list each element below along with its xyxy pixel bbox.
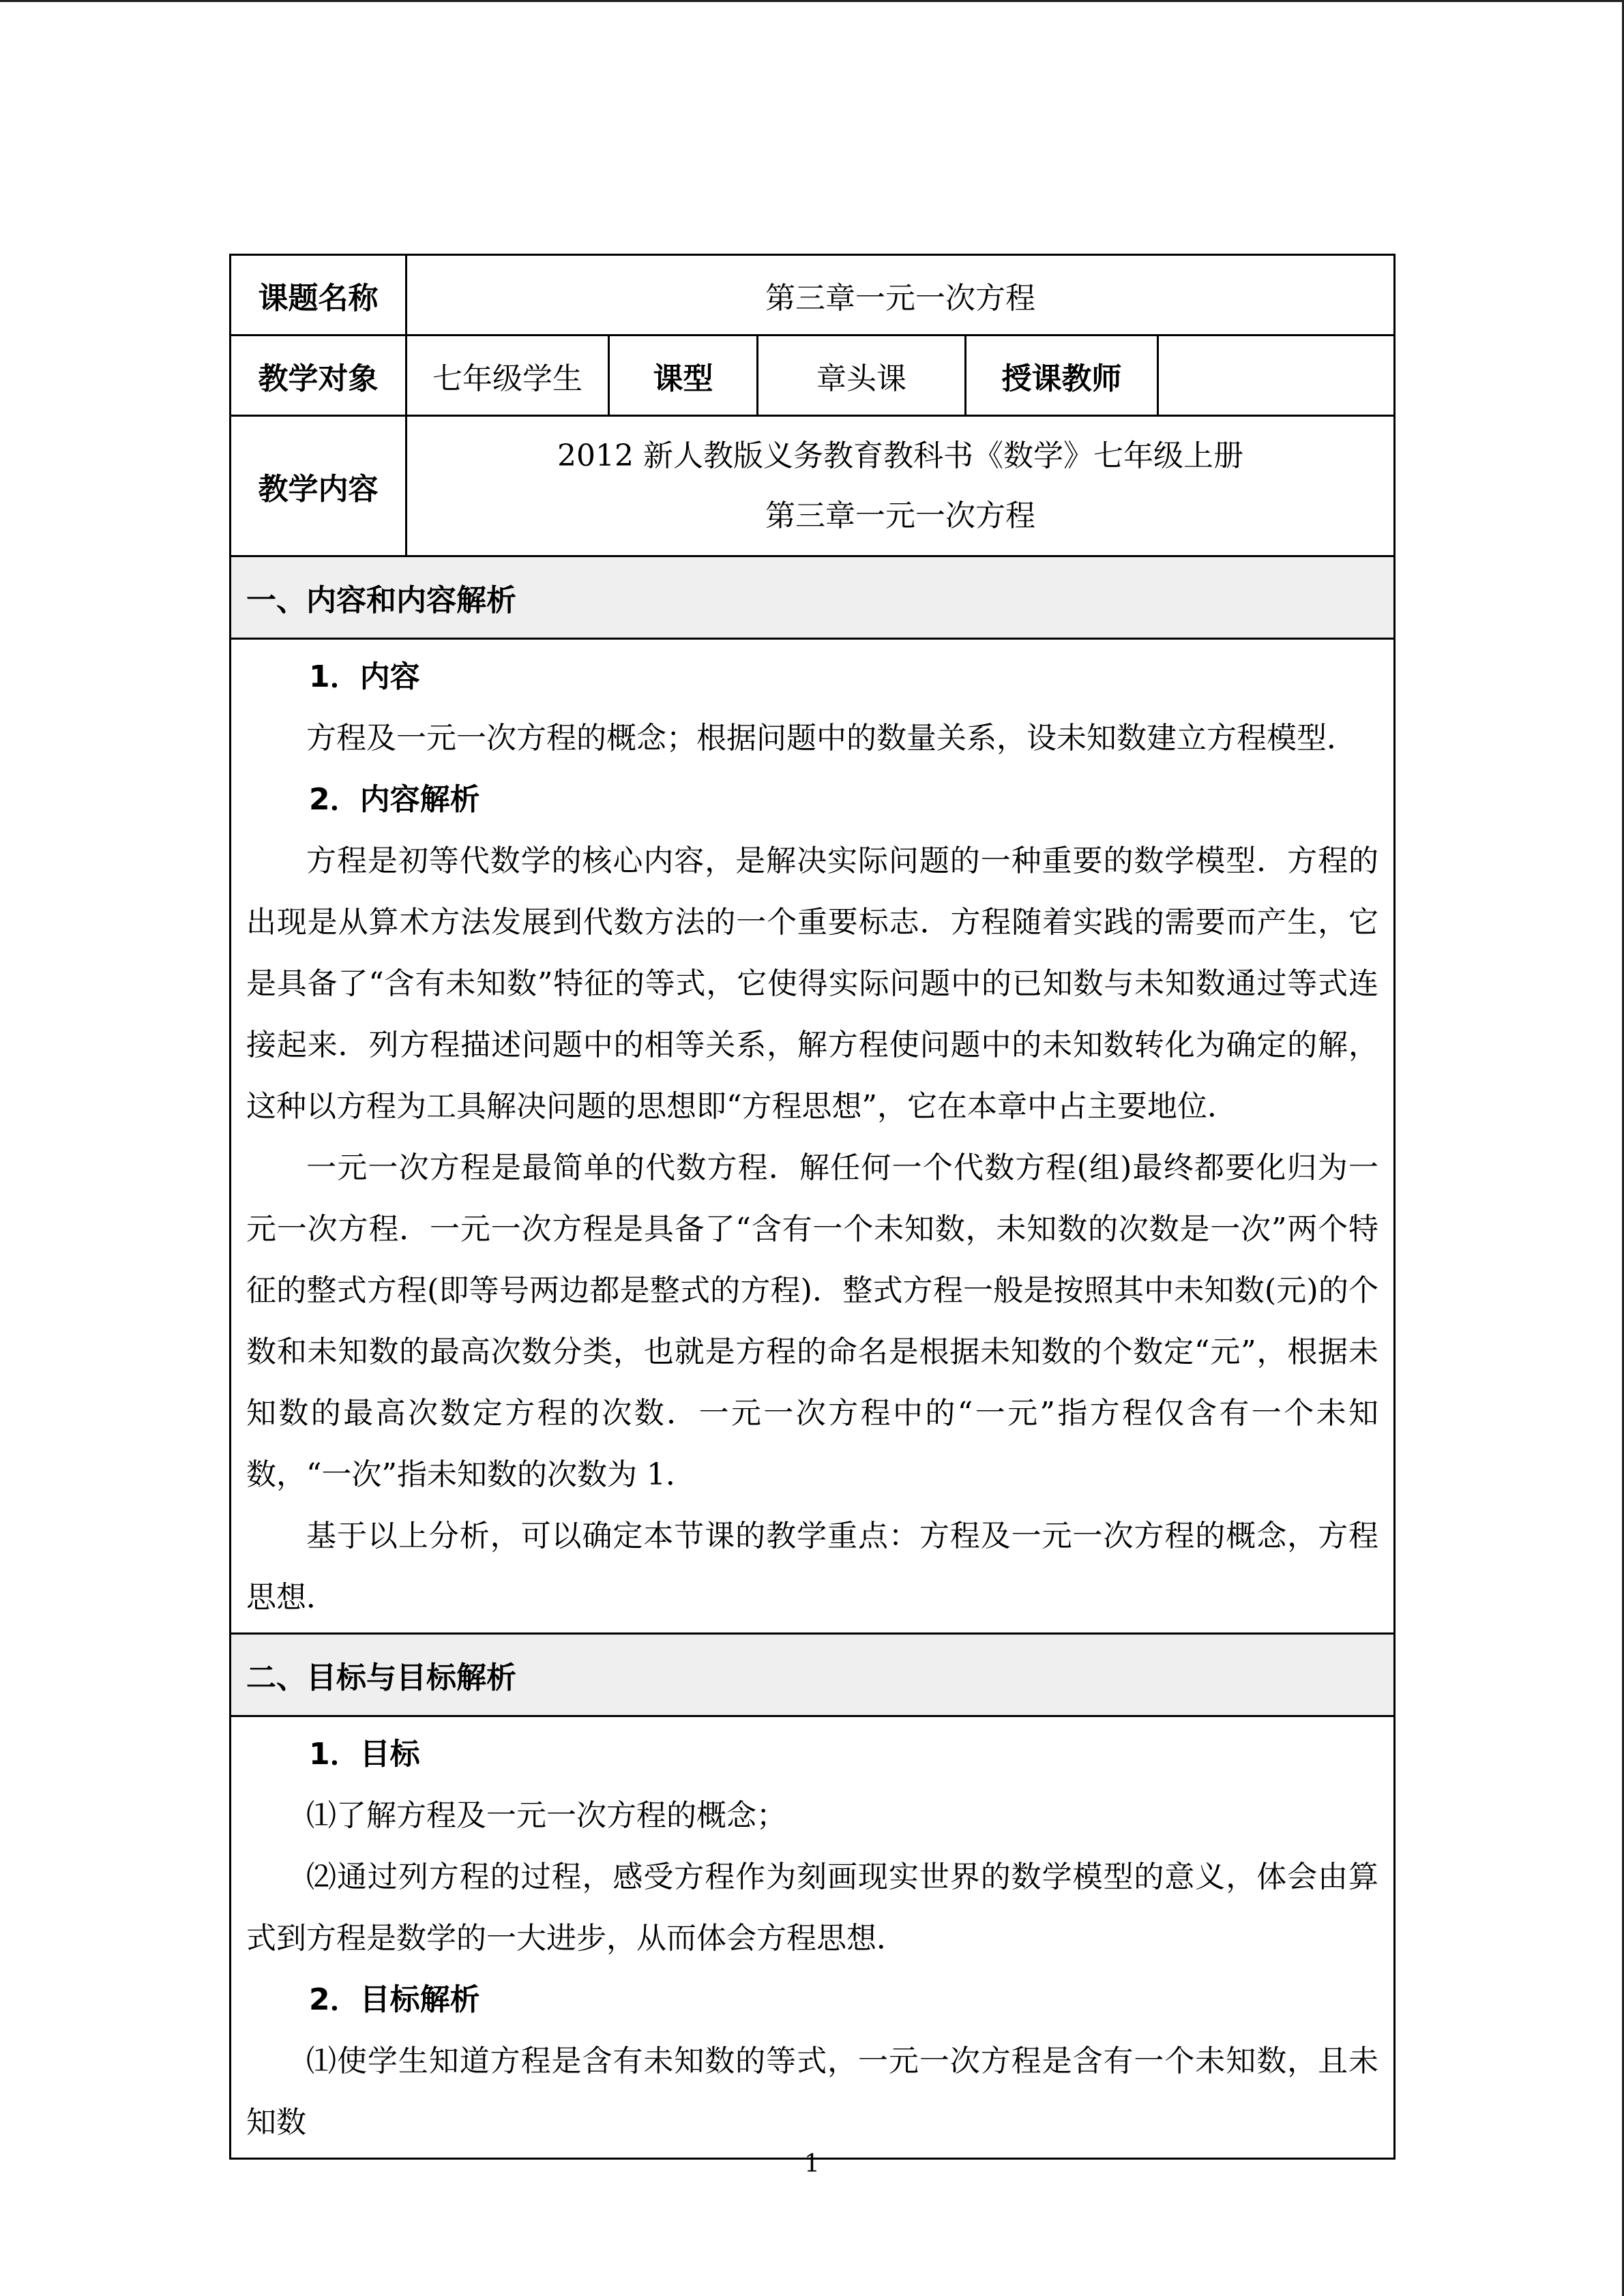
audience-value: 七年级学生: [407, 336, 609, 416]
section1-body-row: [231, 639, 1395, 1634]
content-line-2: 第三章一元一次方程: [765, 498, 1035, 533]
type-value: 章头课: [758, 336, 966, 416]
section1-sub1: 1．内容: [309, 659, 420, 694]
audience-row: [231, 336, 1395, 416]
topic-label: 课题名称: [231, 255, 407, 336]
content-label: 教学内容: [231, 416, 407, 556]
section1-title: 一、内容和内容解析: [231, 556, 1395, 639]
section2-paragraph-2: ⑵通过列方程的过程，感受方程作为刻画现实世界的数学模型的意义，体会由算式到方程是数学的一大进步，从而体会方程思想．: [246, 1860, 1379, 1956]
content-value: [407, 416, 1395, 556]
content-line-1: 2012 新人教版义务教育教科书《数学》七年级上册: [557, 438, 1243, 473]
section2-paragraph-3: ⑴使学生知道方程是含有未知数的等式，一元一次方程是含有一个未知数，且未知数: [246, 2044, 1379, 2140]
teacher-label: 授课教师: [966, 336, 1158, 416]
section1-paragraph-3: 一元一次方程是最简单的代数方程．解任何一个代数方程(组)最终都要化归为一元一次方程．一元一次方程是具备了“含有一个未知数，未知数的次数是一次”两个特征的整式方程(即等号两边都是整式的方程)．整式方程一般是按照其中未知数(元)的个数和未知数的最高次数分类，也就是方程的命名是根据未知数的个数定“元”，根据未知数的最高次数定方程的次数．一元一次方程中的“一元”指方程仅含有一个未知数，“一次”指未知数的次数为 1．: [246, 1150, 1379, 1492]
content-row: [231, 416, 1395, 556]
section2-body: [231, 1716, 1395, 2159]
section1-paragraph-4: 基于以上分析，可以确定本节课的教学重点：方程及一元一次方程的概念，方程思想．: [246, 1519, 1379, 1615]
page-number: 1: [804, 2150, 820, 2178]
section1-header-row: [231, 556, 1395, 639]
section2-paragraph-1: ⑴了解方程及一元一次方程的概念；: [306, 1798, 786, 1833]
section2-title: 二、目标与目标解析: [231, 1634, 1395, 1716]
type-label: 课型: [609, 336, 758, 416]
teacher-value: [1158, 336, 1395, 416]
section2-header-row: [231, 1634, 1395, 1716]
topic-value: 第三章一元一次方程: [407, 255, 1395, 336]
section1-paragraph-1: 方程及一元一次方程的概念；根据问题中的数量关系，设未知数建立方程模型．: [306, 721, 1357, 756]
section1-sub2: 2．内容解析: [309, 782, 480, 817]
audience-label: 教学对象: [231, 336, 407, 416]
section2-sub1: 1．目标: [309, 1737, 420, 1772]
topic-row: [231, 255, 1395, 336]
section1-body: [231, 639, 1395, 1634]
lesson-plan-table: [229, 254, 1396, 2160]
section2-body-row: [231, 1716, 1395, 2159]
section1-paragraph-2: 方程是初等代数学的核心内容，是解决实际问题的一种重要的数学模型．方程的出现是从算术方法发展到代数方法的一个重要标志．方程随着实践的需要而产生，它是具备了“含有未知数”特征的等式，它使得实际问题中的已知数与未知数通过等式连接起来．列方程描述问题中的相等关系，解方程使问题中的未知数转化为确定的解，这种以方程为工具解决问题的思想即“方程思想”，它在本章中占主要地位．: [246, 844, 1379, 1124]
section2-sub2: 2．目标解析: [309, 1982, 480, 2017]
